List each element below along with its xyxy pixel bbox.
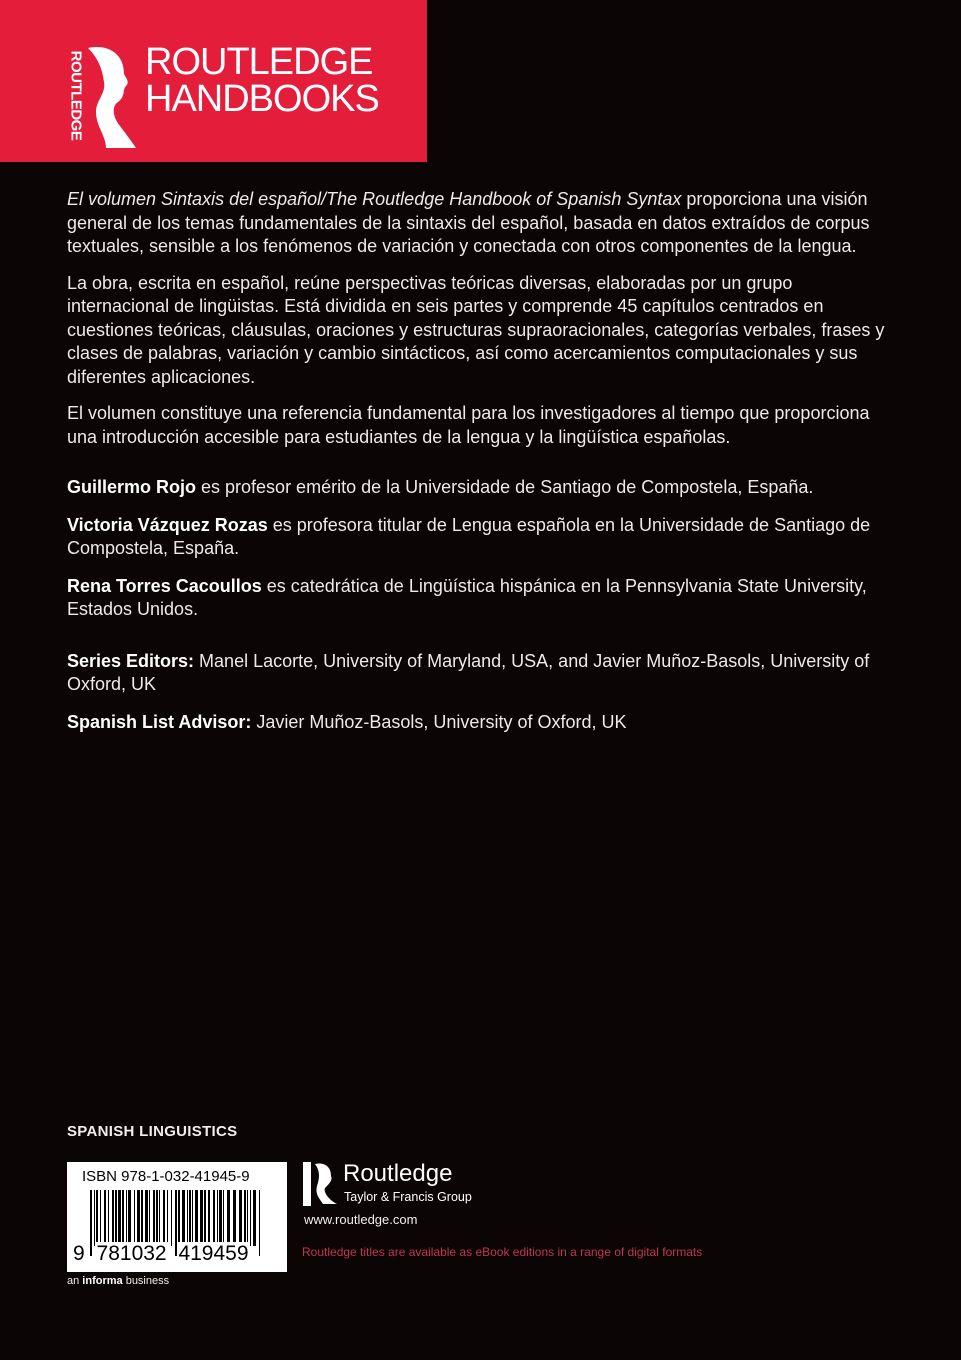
barcode-bar: [149, 1190, 150, 1246]
barcode-bar: [137, 1190, 140, 1246]
editor-bio: [67, 575, 899, 622]
barcode-bar: [189, 1190, 191, 1246]
barcode-bar: [171, 1190, 172, 1246]
routledge-r-logo-icon: [86, 46, 138, 150]
barcode-digit-group: 419459: [178, 1242, 249, 1265]
ebook-note: Routledge titles are available as eBook editions in a range of digital formats: [302, 1245, 703, 1259]
barcode-bar: [100, 1190, 101, 1246]
barcode-bar: [104, 1190, 106, 1246]
barcode-bar: [115, 1190, 117, 1246]
series-title: [145, 41, 379, 120]
series-banner: [0, 0, 427, 162]
barcode-bar: [233, 1190, 236, 1246]
editor-bio: [67, 514, 899, 561]
barcode-digits: [72, 1242, 250, 1266]
list-advisor-label: Spanish List Advisor:: [67, 711, 252, 732]
list-advisor-value: Javier Muñoz-Basols, University of Oxford, UK: [251, 711, 627, 732]
series-editors-value: Manel Lacorte, University of Maryland, USA, and Javier Muñoz-Basols, University of Oxford, UK: [67, 650, 870, 694]
editor-bio: [67, 476, 899, 500]
barcode-bar: [108, 1190, 109, 1246]
description-text: proporciona una visión general de los temas fundamentales de la sintaxis del español, basada en datos extraídos de corpus textuales, sensible a los fenómenos de variación y conectada con otros componentes de la lengua.: [67, 189, 870, 256]
description-paragraph: La obra, escrita en español, reúne perspectivas teóricas diversas, elaboradas por un grupo internacional de lingüistas. Está dividida en seis partes y comprende 45 capítulos centrados en cuestiones teóricas, cláusulas, oraciones y estructuras supraoracionales, categorías verbales, frases y clases de palabras, variación y cambio sintácticos, así como acercamientos computacionales y sus diferentes aplicaciones.: [67, 272, 885, 387]
informa-brand: informa: [82, 1275, 123, 1287]
barcode-bar: [200, 1190, 203, 1246]
barcode-bar: [187, 1190, 188, 1246]
publisher-url[interactable]: www.routledge.com: [304, 1212, 418, 1227]
barcode-bar: [128, 1190, 131, 1246]
series-editors: [67, 650, 899, 697]
barcode-bar: [159, 1190, 160, 1246]
barcode-bar: [141, 1190, 143, 1246]
series-title-line1: ROUTLEDGE: [145, 41, 373, 83]
barcode-bar: [259, 1190, 260, 1256]
barcode-bar: [219, 1190, 222, 1246]
barcode-bar: [239, 1190, 242, 1246]
editor-name: Victoria Vázquez Rozas: [67, 514, 268, 535]
informa-business: [67, 1275, 169, 1287]
barcode-bar: [118, 1190, 121, 1246]
publisher-group: Taylor & Francis Group: [344, 1190, 472, 1204]
editor-bio-text: es profesor emérito de la Universidade de Santiago de Compostela, España.: [196, 477, 814, 497]
routledge-publisher-logo-icon: [303, 1162, 339, 1206]
barcode-bar: [145, 1190, 148, 1246]
description-paragraph: [67, 188, 899, 259]
barcode-digit-group: 9: [73, 1242, 85, 1265]
editor-bio-text: es catedrática de Lingüística hispánica en la Pennsylvania State University, Estados Unidos.: [67, 575, 867, 619]
barcode-bar: [208, 1190, 210, 1246]
barcode-bar: [192, 1190, 193, 1246]
editor-name: Guillermo Rojo: [67, 477, 197, 497]
barcode-bar: [112, 1190, 114, 1246]
barcode-bar: [126, 1190, 127, 1246]
barcode-bar: [134, 1190, 135, 1246]
barcode-bar: [163, 1190, 165, 1246]
barcode-bar: [223, 1190, 224, 1246]
barcode-bar: [250, 1190, 251, 1246]
barcode-bar: [94, 1190, 95, 1246]
barcode-bar: [153, 1190, 155, 1246]
barcode-bar: [204, 1190, 206, 1246]
editor-name: Rena Torres Cacoullos: [67, 575, 262, 596]
informa-post: business: [122, 1275, 170, 1287]
routledge-logo-wordmark: [64, 48, 86, 148]
barcode-bar: [156, 1190, 158, 1246]
book-title-italic: El volumen Sintaxis del español/The Routledge Handbook of Spanish Syntax: [67, 189, 682, 209]
barcode-bar: [195, 1190, 198, 1246]
list-advisor: [67, 711, 899, 735]
logo-text: ROUTLEDGE: [67, 50, 85, 141]
barcode-bar: [213, 1190, 215, 1246]
series-editors-label: Series Editors:: [67, 650, 195, 671]
barcode-bar: [167, 1190, 168, 1246]
isbn-text: ISBN 978-1-032-41945-9: [82, 1168, 250, 1185]
barcode-digit-group: 781032: [96, 1242, 167, 1265]
barcode-bar: [227, 1190, 230, 1246]
editor-bio-text: es profesora titular de Lengua española en la Universidade de Santiago de Compostela, España.: [67, 514, 871, 558]
series-title-line2: HANDBOOKS: [145, 78, 379, 120]
barcode-bar: [96, 1190, 98, 1246]
barcode-bar: [122, 1190, 124, 1246]
subject-category: SPANISH LINGUISTICS: [67, 1123, 238, 1140]
barcode-bar: [247, 1190, 248, 1246]
barcode-bar: [182, 1190, 185, 1246]
book-description: [67, 188, 899, 748]
barcode-bar: [217, 1190, 218, 1246]
informa-pre: an: [67, 1275, 83, 1287]
publisher-name: Routledge: [343, 1160, 453, 1187]
isbn-barcode: [67, 1162, 287, 1272]
description-paragraph: El volumen constituye una referencia fundamental para los investigadores al tiempo que proporciona una introducción accesible para estudiantes de la lengua y la lingüística españolas.: [67, 403, 870, 447]
barcode-bar: [253, 1190, 256, 1246]
barcode-bar: [244, 1190, 246, 1246]
